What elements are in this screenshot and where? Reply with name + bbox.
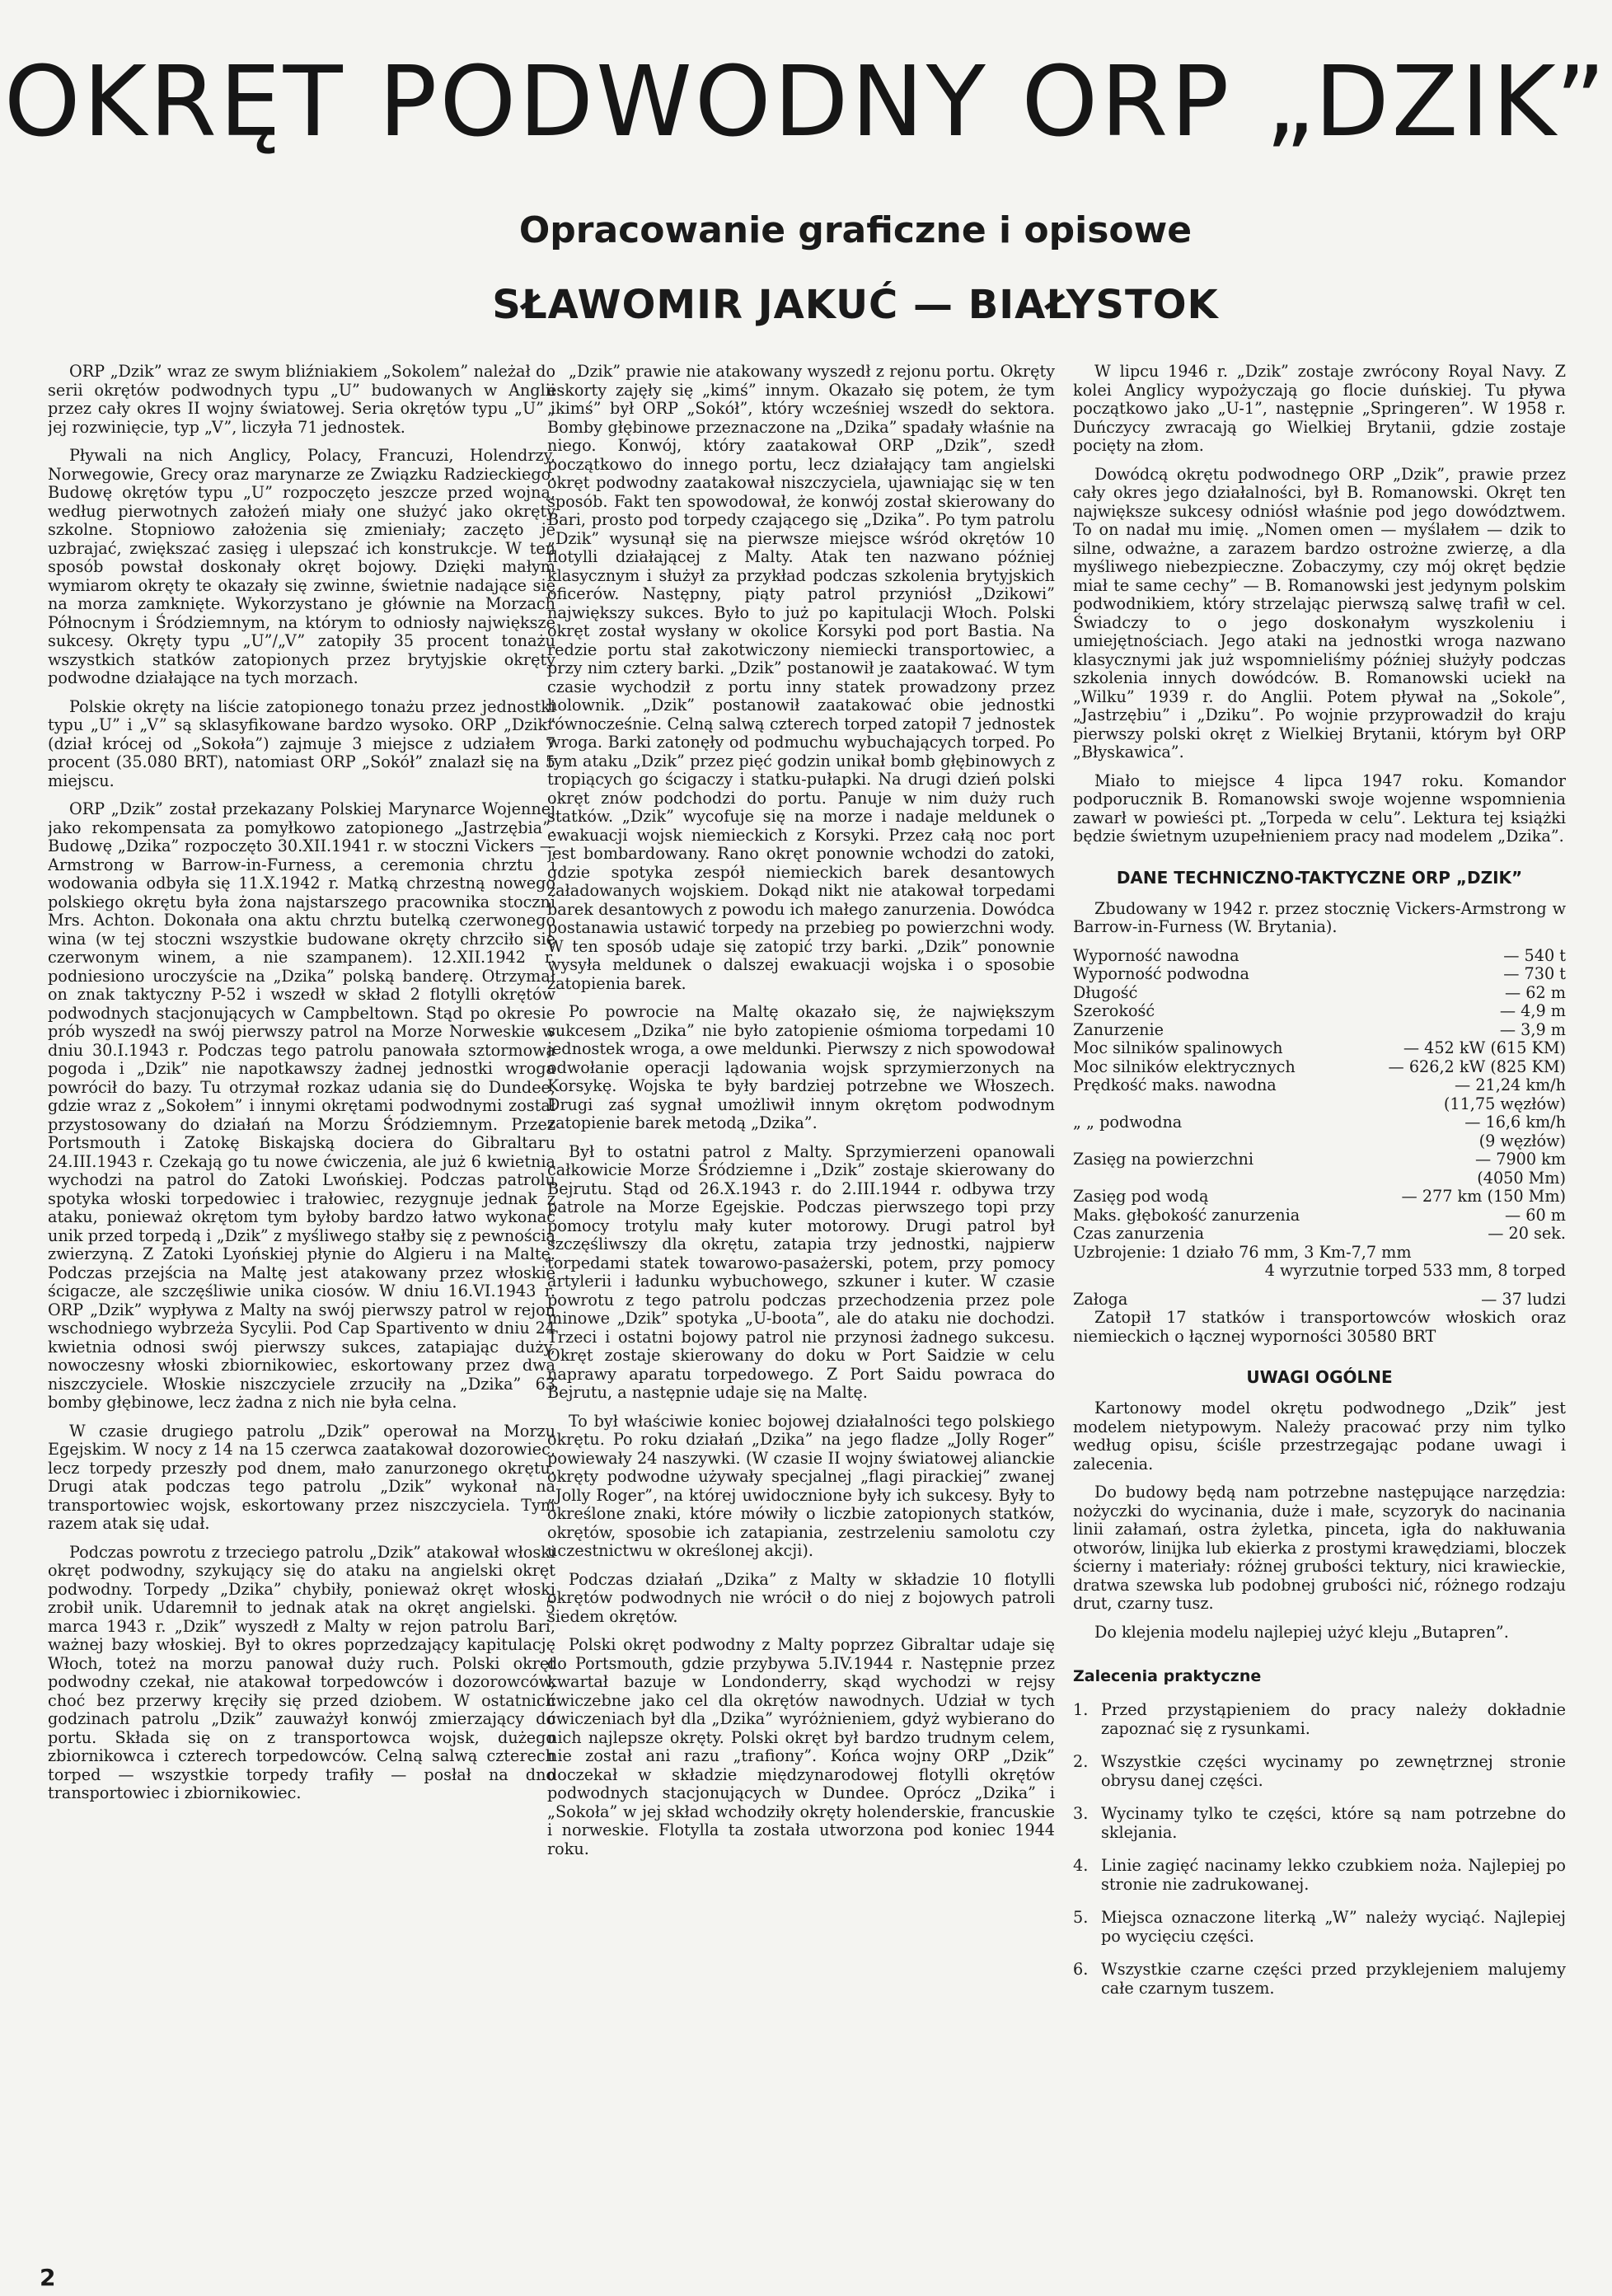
list-item-text: Linie zagięć nacinamy lekko czubkiem noża. Najlepiej po stronie nie zadrukowanej. (1101, 1856, 1566, 1894)
specs-row (1073, 1021, 1566, 1040)
specs-row-value: — 7900 km (1474, 1150, 1566, 1169)
paragraph: Podczas działań „Dzika” z Malty w składzie 10 flotylli okrętów podwodnych nie wrócił o do niej z bojowych patroli siedem okrętów. (547, 1569, 1055, 1626)
specs-row-value: — 730 t (1503, 964, 1566, 983)
specs-row-label: Maks. głębokość zanurzenia (1073, 1205, 1300, 1225)
practical-tips-list (1073, 1701, 1566, 1998)
list-item (1073, 1701, 1566, 1738)
list-item-number: 1. (1073, 1700, 1089, 1719)
specs-row (1073, 965, 1566, 984)
specs-row-label: Szerokość (1073, 1001, 1155, 1020)
specs-row-label: Wyporność podwodna (1073, 964, 1249, 983)
page-title: OKRĘT PODWODNY ORP „DZIK” (3, 45, 1609, 158)
paragraph: Po powrocie na Maltę okazało się, że największym sukcesem „Dzika” nie było zatopienie ośmioma torpedami 10 jednostek wroga, a owe meldunki. Pierwszy z nich spowodował odwołanie operacji lądowania wojsk sprzymierzonych na Korsykę. Wojska te były bardziej potrzebne we Włoszech. Drugi zaś sygnał umożliwił innym okrętom podwodnym zatopienie barek metodą „Dzika”. (547, 1002, 1055, 1132)
list-item-number: 5. (1073, 1908, 1089, 1927)
paragraph: „Dzik” prawie nie atakowany wyszedł z rejonu portu. Okręty eskorty zajęły się „kimś” innym. Okazało się potem, że tym „kimś” był ORP „Sokół”, który wcześniej wszedł do sektora. Bomby głębinowe przeznaczone na „Dzika” spadały właśnie na niego. Konwój, który zaatakował ORP „Dzik”, szedł początkowo do innego portu, lecz działający tam angielski okręt podwodny zaatakował niszczyciela, ujawniając się w ten sposób. Fakt ten spowodował, że konwój został skierowany do Bari, prosto pod torpedy czającego się „Dzika”. Po tym patrolu „Dzik” wysunął się na pierwsze miejsce wśród okrętów 10 flotylli działającej z Malty. Atak ten nazwano później klasycznym i służył za przykład podczas szkolenia brytyjskich oficerów. Następny, piąty patrol przyniósł „Dzikowi” największy sukces. Było to już po kapitulacji Włoch. Polski okręt został wysłany w okolice Korsyki pod port Bastia. Na redzie portu stał zakotwiczony niemiecki transportowiec, a przy nim cztery barki. „Dzik” postanowił je zaatakować. W tym czasie wychodził z portu inny statek prowadzony przez holownik. „Dzik” postanowił zaatakować obie jednostki równocześnie. Celną salwą czterech torped zatopił 7 jednostek wroga. Barki zatonęły od podmuchu wybuchających torped. Po tym ataku „Dzik” przez pięć godzin unikał bomb głębinowych z tropiących go ścigaczy i statku-pułapki. Na drugi dzień polski okręt znów podchodzi do portu. Panuje w nim duży ruch statków. „Dzik” wycofuje się na morze i nadaje meldunek o ewakuacji wojsk niemieckich z Korsyki. Przez całą noc port jest bombardowany. Rano okręt ponownie wchodzi do zatoki, gdzie spotyka zespół niemieckich barek desantowych załadowanych wojskiem. Dokąd nikt nie atakował torpedami barek desantowych z powodu ich małego zanurzenia. Dowódca postanawia ustawić torpedy na przebieg po powierzchni wody. W ten sposób udaje się zatopić trzy barki. „Dzik” ponownie wysyła meldunek o dalszej ewakuacji wojska i o sposobie zatopienia barek. (547, 363, 1055, 993)
practical-tips-heading: Zalecenia praktyczne (1073, 1667, 1262, 1685)
specs-row-value: — 277 km (150 Mm) (1401, 1187, 1566, 1206)
specs-row (1073, 1225, 1566, 1244)
paragraph: Polski okręt podwodny z Malty poprzez Gibraltar udaje się do Portsmouth, gdzie przybywa 5.IV.1944 r. Następnie przez kwartał bazuje w Londonderry, skąd wychodzi w rejsy ćwiczebne jako cel dla okrętów nawodnych. Udział w tych ćwiczeniach był dla „Dzika” wyróżnieniem, gdyż wybierano do nich najlepsze okręty. Polski okręt był bardzo trudnym celem, nie został ani razu „trafiony”. Końca wojny ORP „Dzik” doczekał w składzie międzynarodowej flotylli okrętów podwodnych stacjonujących w Dundee. Oprócz „Dzika” i „Sokoła” w jej skład wchodziły okręty holenderskie, francuskie i norweskie. Flotylla ta została utworzona pod koniec 1944 roku. (547, 1635, 1055, 1858)
specs-section (1073, 868, 1566, 1347)
specs-row-label: Moc silników elektrycznych (1073, 1057, 1296, 1076)
column-right (1073, 363, 1566, 2283)
specs-row (1073, 1244, 1566, 1263)
specs-row (1073, 1113, 1566, 1132)
specs-heading: DANE TECHNICZNO-TAKTYCZNE ORP „DZIK” (1116, 867, 1523, 888)
list-item (1073, 1909, 1566, 1946)
specs-crew-value: — 37 ludzi (1481, 1289, 1566, 1309)
specs-row (1073, 1039, 1566, 1058)
specs-row-label: Wyporność nawodna (1073, 945, 1239, 965)
specs-row-value: — 20 sek. (1488, 1224, 1566, 1243)
specs-row-label: „ „ podwodna (1073, 1113, 1183, 1132)
paragraph: W lipcu 1946 r. „Dzik” zostaje zwrócony Royal Navy. Z kolei Anglicy wypożyczają go flocie duńskiej. Tu pływa początkowo jako „U-1”, następnie „Springeren”. W 1958 r. Duńczycy zwracają go Wielkiej Brytanii, gdzie zostaje pocięty na złom. (1073, 363, 1566, 455)
list-item-text: Wycinamy tylko te części, które są nam potrzebne do sklejania. (1101, 1804, 1566, 1842)
paragraph: ORP „Dzik” wraz ze swym bliźniakiem „Sokolem” należał do serii okrętów podwodnych typu „U” budowanych w Anglii przez cały okres II wojny światowej. Seria okrętów typu „U” i jej rozwinięcie, typ „V”, liczyła 71 jednostek. (48, 363, 555, 437)
specs-row-crew (1073, 1291, 1566, 1310)
practical-tips-section (1073, 1666, 1566, 1998)
specs-row-value: — 3,9 m (1499, 1019, 1566, 1039)
specs-row-label: Zasięg na powierzchni (1073, 1150, 1254, 1169)
specs-row (1073, 1207, 1566, 1225)
list-item-number: 3. (1073, 1804, 1089, 1823)
paragraph: W czasie drugiego patrolu „Dzik” operował na Morzu Egejskim. W nocy z 14 na 15 czerwca zaatakował dozorowiec, lecz torpedy przeszły pod dnem, mało zanurzonego okrętu. Drugi atak podczas tego patrolu „Dzik” wykonał na transportowiec wojsk, eskortowany przez niszczyciela. Tym razem atak się udał. (48, 1421, 555, 1533)
specs-row (1073, 1002, 1566, 1021)
list-item-number: 6. (1073, 1960, 1089, 1979)
paragraph: Kartonowy model okrętu podwodnego „Dzik” jest modelem nietypowym. Należy pracować przy nim tylko według opisu, ściśle przestrzegając podane uwagi i zalecenia. (1073, 1399, 1566, 1474)
specs-row-value: — 21,24 km/h (1455, 1075, 1566, 1094)
specs-row-label: Prędkość maks. nawodna (1073, 1075, 1277, 1094)
specs-row-label: Czas zanurzenia (1073, 1224, 1205, 1243)
specs-armament-continued: 4 wyrzutnie torped 533 mm, 8 torped (1264, 1261, 1566, 1280)
specs-row-value: — 452 kW (615 KM) (1403, 1038, 1566, 1057)
specs-row (1073, 984, 1566, 1003)
list-item (1073, 1805, 1566, 1842)
specs-row-value: — 4,9 m (1499, 1001, 1566, 1020)
specs-row-value: — 540 t (1503, 945, 1566, 965)
list-item (1073, 1961, 1566, 1998)
paragraph: Do budowy będą nam potrzebne następujące narzędzia: nożyczki do wycinania, duże i małe, scyzoryk do nacinania linii załamań, ostra żyletka, pinceta, igła do nakłuwania otworów, linijka lub ekierka z prostymi krawędziami, bloczek ścierny i materiały: różnej grubości tektury, nici krawieckie, dratwa szewska lub podobnej grubości nić, różnego rodzaju drut, czarny tusz. (1073, 1483, 1566, 1613)
specs-row (1073, 1076, 1566, 1095)
paragraph: Do klejenia modelu najlepiej użyć kleju „Butapren”. (1094, 1622, 1509, 1642)
specs-row-label (1073, 1169, 1470, 1188)
column-left (48, 363, 555, 2283)
paragraph: Polskie okręty na liście zatopionego tonażu przez jednostki typu „U” i „V” są sklasyfikowane bardzo wysoko. ORP „Dzik” (dział krócej od „Sokoła”) zajmuje 3 miejsce z udziałem 7 procent (35.080 BRT), natomiast ORP „Sokół” znalazł się na 5 miejscu. (48, 696, 555, 790)
specs-crew-label: Załoga (1073, 1289, 1128, 1309)
list-item-text: Wszystkie czarne części przed przyklejeniem malujemy całe czarnym tuszem. (1101, 1960, 1566, 1998)
list-item-number: 2. (1073, 1752, 1089, 1771)
list-item (1073, 1753, 1566, 1790)
specs-row (1073, 1188, 1566, 1207)
specs-row-label: Długość (1073, 982, 1138, 1002)
specs-row-value: (4050 Mm) (1477, 1168, 1566, 1188)
specs-row-value: — 60 m (1505, 1205, 1566, 1225)
specs-row (1073, 1095, 1566, 1114)
specs-row-label: Uzbrojenie: 1 działo 76 mm, 3 Km-7,7 mm (1073, 1242, 1412, 1262)
specs-intro: Zbudowany w 1942 r. przez stocznię Vickers-Armstrong w Barrow-in-Furness (W. Brytania). (1073, 898, 1566, 936)
page-number: 2 (40, 2264, 56, 2291)
specs-row-label (1073, 1095, 1437, 1114)
paragraph: Miało to miejsce 4 lipca 1947 roku. Komandor podporucznik B. Romanowski swoje wojenne wspomnienia zawarł w powieści pt. „Torpeda w celu”. Lektura tej książki będzie świetnym uzupełnieniem pracy nad modelem „Dzika”. (1073, 771, 1566, 846)
specs-row-value: (9 węzłów) (1478, 1131, 1566, 1150)
paragraph: ORP „Dzik” został przekazany Polskiej Marynarce Wojennej jako rekompensata za pomyłkowo zatopionego „Jastrzębia”. Budowę „Dzika” rozpoczęto 30.XII.1941 r. w stoczni Vickers — Armstrong w Barrow-in-Furness, a ceremonia chrztu i wodowania odbyła się 11.X.1942 r. Matką chrzestną nowego polskiego okrętu była żona najstarszego pracownika stoczni Mrs. Achton. Dokonała ona aktu chrztu butelką czerwonego wina (w tej stoczni wszystkie budowane okręty chrzciło się czerwonym winem, a nie szampanem). 12.XII.1942 r. podniesiono uroczyście na „Dzika” polską banderę. Otrzymał on znak taktyczny P-52 i wszedł w skład 2 flotylli okrętów podwodnych stacjonujących w Campbeltown. Stąd po okresie prób wyszedł na swój pierwszy patrol na Morze Norweskie w dniu 30.I.1943 r. Podczas tego patrolu panowała sztormowa pogoda i „Dzik” nie napotkawszy żadnej jednostki wroga powrócił do bazy. Tu otrzymał rozkaz udania się do Dundee, gdzie wraz z „Sokołem” i innymi okrętami podwodnymi został przystosowany do działań na Morzu Śródziemnym. Przez Portsmouth i Zatokę Biskajską dociera do Gibraltaru 24.III.1943 r. Czekają go tu nowe ćwiczenia, ale już 6 kwietnia wychodzi na patrol do Zatoki Lwońskiej. Podczas patrolu spotyka włoski torpedowiec i trałowiec, rezygnuje jednak z ataku, ponieważ okrętom tym byłoby bardzo łatwo wykonać unik przed torpedą i „Dzik” z myśliwego stałby się z pewnością zwierzyną. Z Zatoki Lyońskiej płynie do Algieru i na Maltę. Podczas przejścia na Maltę jest atakowany przez włoskie ścigacze, ale szczęśliwie unika ciosów. W dniu 16.VI.1943 r. ORP „Dzik” wypływa z Malty na swój pierwszy patrol w rejon wschodniego wybrzeża Sycylii. Pod Cap Spartivento w dniu 24 kwietnia odnosi swój pierwszy sukces, zatapiając duży, nowoczesny włoski zbiornikowiec, eskortowany przez dwa niszczyciele. Włoskie niszczyciele zrzuciły na „Dzika” 63 bomby głębinowe, lecz żadna z nich nie była celna. (48, 799, 555, 1412)
specs-row (1073, 1169, 1566, 1188)
list-item-text: Miejsca oznaczone literką „W” należy wyciąć. Najlepiej po wycięciu części. (1101, 1908, 1566, 1946)
specs-row-label: Zasięg pod wodą (1073, 1187, 1209, 1206)
paragraph: Podczas powrotu z trzeciego patrolu „Dzik” atakował włoski okręt podwodny, szykujący się do ataku na angielski okręt podwodny. Torpedy „Dzika” chybiły, ponieważ okręt włoski zrobił unik. Udaremnił to jednak atak na okręt angielski. 5 marca 1943 r. „Dzik” wyszedł z Malty w rejon patrolu Bari, ważnej bazy włoskiej. Był to okres poprzedzający kapitulację Włoch, toteż na morzu panował duży ruch. Polski okręt podwodny czekał, nie atakował torpedowców i dozorowców, choć bez przerwy kręciły się przed dziobem. W ostatnich godzinach patrolu „Dzik” zauważył konwój zmierzający do portu. Składa się on z transportowca wojsk, dużego zbiornikowca i czterech torpedowców. Celną salwą czterech torped — wszystkie torpedy trafiły — posłał na dno transportowiec i zbiornikowiec. (48, 1542, 555, 1802)
list-item-text: Wszystkie części wycinamy po zewnętrznej stronie obrysu danej części. (1101, 1752, 1566, 1790)
list-item (1073, 1857, 1566, 1894)
paragraph: Dowódcą okrętu podwodnego ORP „Dzik”, prawie przez cały okres jego działalności, był B. Romanowski. Okręt ten największe sukcesy odniósł właśnie pod jego dowództwem. To on nadał mu imię. „Nomen omen — myślałem — dzik to silne, odważne, a zarazem bardzo ostrożne zwierzę, a dla myśliwego niebezpieczne. Zobaczymy, czy mój okręt będzie miał te same cechy” — B. Romanowski jest jedynym polskim podwodnikiem, który strzelając pierwszą salwę trafił w cel. Świadczy to o jego doskonałym wyszkoleniu i umiejętnościach. Jego ataki na jednostki wroga nazwano klasycznymi jak już wspomnieliśmy później służyły podczas szkolenia innych dowódców. B. Romanowski uciekł na „Wilku” 1939 r. do Anglii. Potem pływał na „Sokole”, „Jastrzębiu” i „Dziku”. Po wojnie przyprowadził do kraju pierwszy polski okręt z Wielkiej Brytanii, którym był ORP „Błyskawica”. (1073, 464, 1566, 761)
page-subtitle: Opracowanie graficzne i opisowe (518, 209, 1193, 251)
general-notes-heading: UWAGI OGÓLNE (1246, 1367, 1393, 1387)
specs-row-value: — 62 m (1505, 982, 1566, 1002)
column-middle (547, 363, 1055, 2283)
specs-table (1073, 947, 1566, 1263)
specs-row-value: (11,75 węzłów) (1443, 1094, 1566, 1113)
specs-row (1073, 1058, 1566, 1077)
paragraph: Był to ostatni patrol z Malty. Sprzymierzeni opanowali całkowicie Morze Śródziemne i „Dzik” zostaje skierowany do Bejrutu. Stąd od 26.X.1943 r. do 2.III.1944 r. odbywa trzy patrole na Morze Egejskie. Podczas pierwszego topi przy pomocy trotylu mały kuter motorowy. Drugi patrol był szczęśliwszy dla okrętu, zatapia trzy jednostki, najpierw torpedami statek towarowo-pasażerski, potem, przy pomocy artylerii i ładunku wybuchowego, szkuner i kuter. W czasie powrotu z tego patrolu podczas przechodzenia przez pole minowe „Dzik” spotyka „U-boota”, ale do ataku nie dochodzi. Trzeci i ostatni bojowy patrol nie przynosi żadnego sukcesu. Okręt zostaje skierowany do doku w Port Saidzie w celu naprawy aparatu torpedowego. Z Port Saidu powraca do Bejrutu, a następnie udaje się na Maltę. (547, 1141, 1055, 1402)
list-item-number: 4. (1073, 1856, 1089, 1875)
list-item-text: Przed przystąpieniem do pracy należy dokładnie zapoznać się z rysunkami. (1101, 1700, 1566, 1738)
specs-row-label (1073, 1132, 1473, 1151)
specs-row-value: — 16,6 km/h (1464, 1113, 1566, 1132)
specs-row-value: — 626,2 kW (825 KM) (1388, 1057, 1566, 1076)
paragraph: Pływali na nich Anglicy, Polacy, Francuzi, Holendrzy, Norwegowie, Grecy oraz marynarze ze Związku Radzieckiego. Budowę okrętów typu „U” rozpoczęto jeszcze przed wojną, według pierwotnych założeń miały one służyć jako okręty szkolne. Stopniowo założenia się zmieniały; zaczęto je uzbrajać, zwiększać zasięg i ulepszać ich konstrukcje. W ten sposób powstał doskonały okręt bojowy. Dzięki małym wymiarom okręty te okazały się zwinne, świetnie nadające się na morza zamknięte. Wykorzystano je głównie na Morzach Północnym i Śródziemnym, na którym to odniosły największe sukcesy. Okręty typu „U”/„V” zatopiły 35 procent tonażu wszystkich statków zatopionych przez brytyjskie okręty podwodne działające na tych morzach. (48, 446, 555, 687)
specs-row (1073, 1132, 1566, 1151)
general-notes-section (1073, 1367, 1566, 1642)
paragraph: To był właściwie koniec bojowej działalności tego polskiego okrętu. Po roku działań „Dzika” na jego fladze „Jolly Roger” powiewały 24 naszywki. (W czasie II wojny światowej alianckie okręty podwodne używały specjalnej „flagi pirackiej” zwanej „Jolly Roger”, na której uwidocznione były ich sukcesy. Były to określone znaki, które mówiły o liczbie zatopionych statków, okrętów, sposobie ich zatapiania, zestrzeleniu samolotu czy uczestnictwu w określonej akcji). (547, 1411, 1055, 1560)
specs-summary: Zatopił 17 statków i transportowców włoskich oraz niemieckich o łącznej wyporności 30580 BRT (1073, 1308, 1566, 1346)
specs-row (1073, 1150, 1566, 1169)
specs-row (1073, 947, 1566, 966)
specs-row-label: Zanurzenie (1073, 1019, 1164, 1039)
specs-row-label: Moc silników spalinowych (1073, 1038, 1283, 1057)
specs-row-value (1559, 1244, 1566, 1263)
author-line: SŁAWOMIR JAKUĆ — BIAŁYSTOK (492, 282, 1219, 328)
